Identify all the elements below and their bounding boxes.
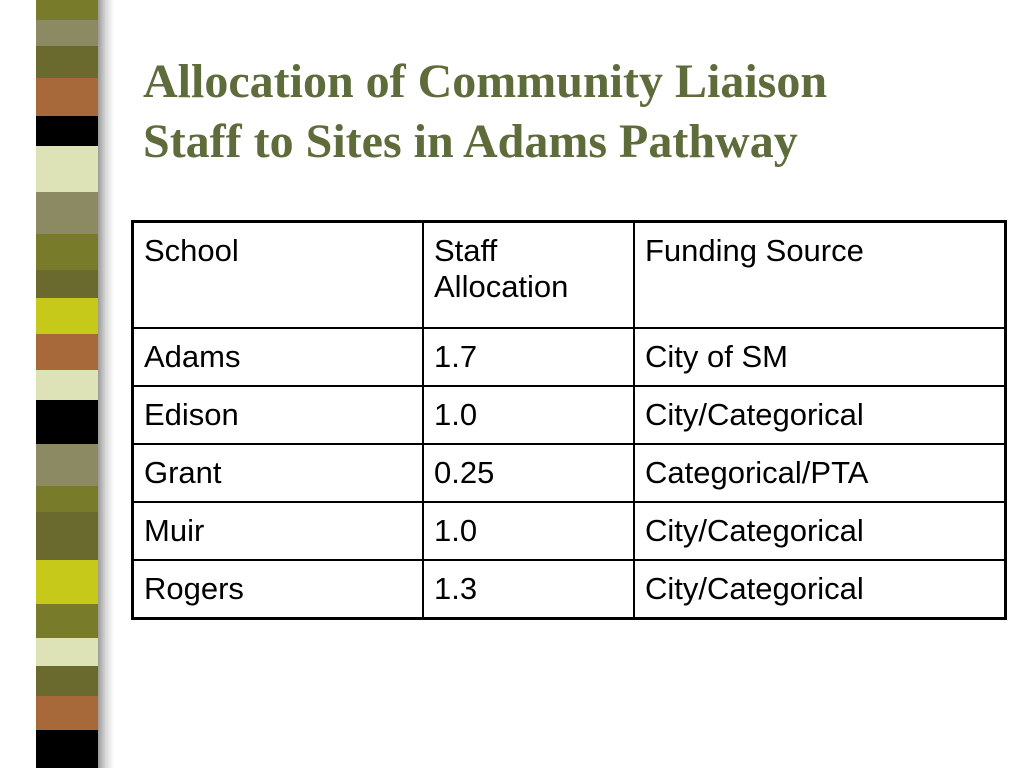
table-row: [133, 386, 1006, 444]
stripe: [36, 334, 98, 370]
stripe: [36, 486, 98, 512]
stripe: [36, 696, 98, 730]
stripe: [36, 444, 98, 486]
stripe: [36, 730, 98, 768]
cell-funding-source: City of SM: [634, 328, 1006, 386]
table-row: [133, 560, 1006, 619]
stripe: [36, 270, 98, 298]
stripe: [36, 46, 98, 78]
cell-staff-allocation: 1.3: [423, 560, 634, 619]
header-funding-source: Funding Source: [634, 222, 1006, 329]
cell-school: Rogers: [133, 560, 424, 619]
stripe: [36, 116, 98, 146]
cell-staff-allocation: 0.25: [423, 444, 634, 502]
table-header-row: [133, 222, 1006, 329]
slide-title: [143, 52, 1003, 172]
cell-funding-source: City/Categorical: [634, 560, 1006, 619]
header-staff-allocation: Staff Allocation: [423, 222, 634, 329]
stripe-bar-shadow: [98, 0, 114, 768]
stripe: [36, 666, 98, 696]
stripe: [36, 0, 98, 20]
cell-staff-allocation: 1.7: [423, 328, 634, 386]
title-line-2: Staff to Sites in Adams Pathway: [143, 115, 798, 168]
header-school: School: [133, 222, 424, 329]
stripe: [36, 192, 98, 234]
cell-funding-source: Categorical/PTA: [634, 444, 1006, 502]
stripe: [36, 560, 98, 604]
stripe: [36, 20, 98, 46]
stripe: [36, 400, 98, 444]
title-line-1: Allocation of Community Liaison: [143, 55, 828, 108]
cell-school: Edison: [133, 386, 424, 444]
decorative-stripe-bar: [36, 0, 98, 768]
stripe: [36, 370, 98, 400]
staff-allocation-table: [131, 220, 1007, 620]
cell-school: Muir: [133, 502, 424, 560]
table-row: [133, 328, 1006, 386]
table-row: [133, 502, 1006, 560]
stripe: [36, 78, 98, 116]
stripe: [36, 234, 98, 270]
cell-staff-allocation: 1.0: [423, 502, 634, 560]
stripe: [36, 298, 98, 334]
stripe: [36, 604, 98, 638]
cell-school: Grant: [133, 444, 424, 502]
stripe: [36, 146, 98, 192]
stripe: [36, 512, 98, 560]
cell-funding-source: City/Categorical: [634, 386, 1006, 444]
cell-staff-allocation: 1.0: [423, 386, 634, 444]
cell-school: Adams: [133, 328, 424, 386]
cell-funding-source: City/Categorical: [634, 502, 1006, 560]
stripe: [36, 638, 98, 666]
table-row: [133, 444, 1006, 502]
